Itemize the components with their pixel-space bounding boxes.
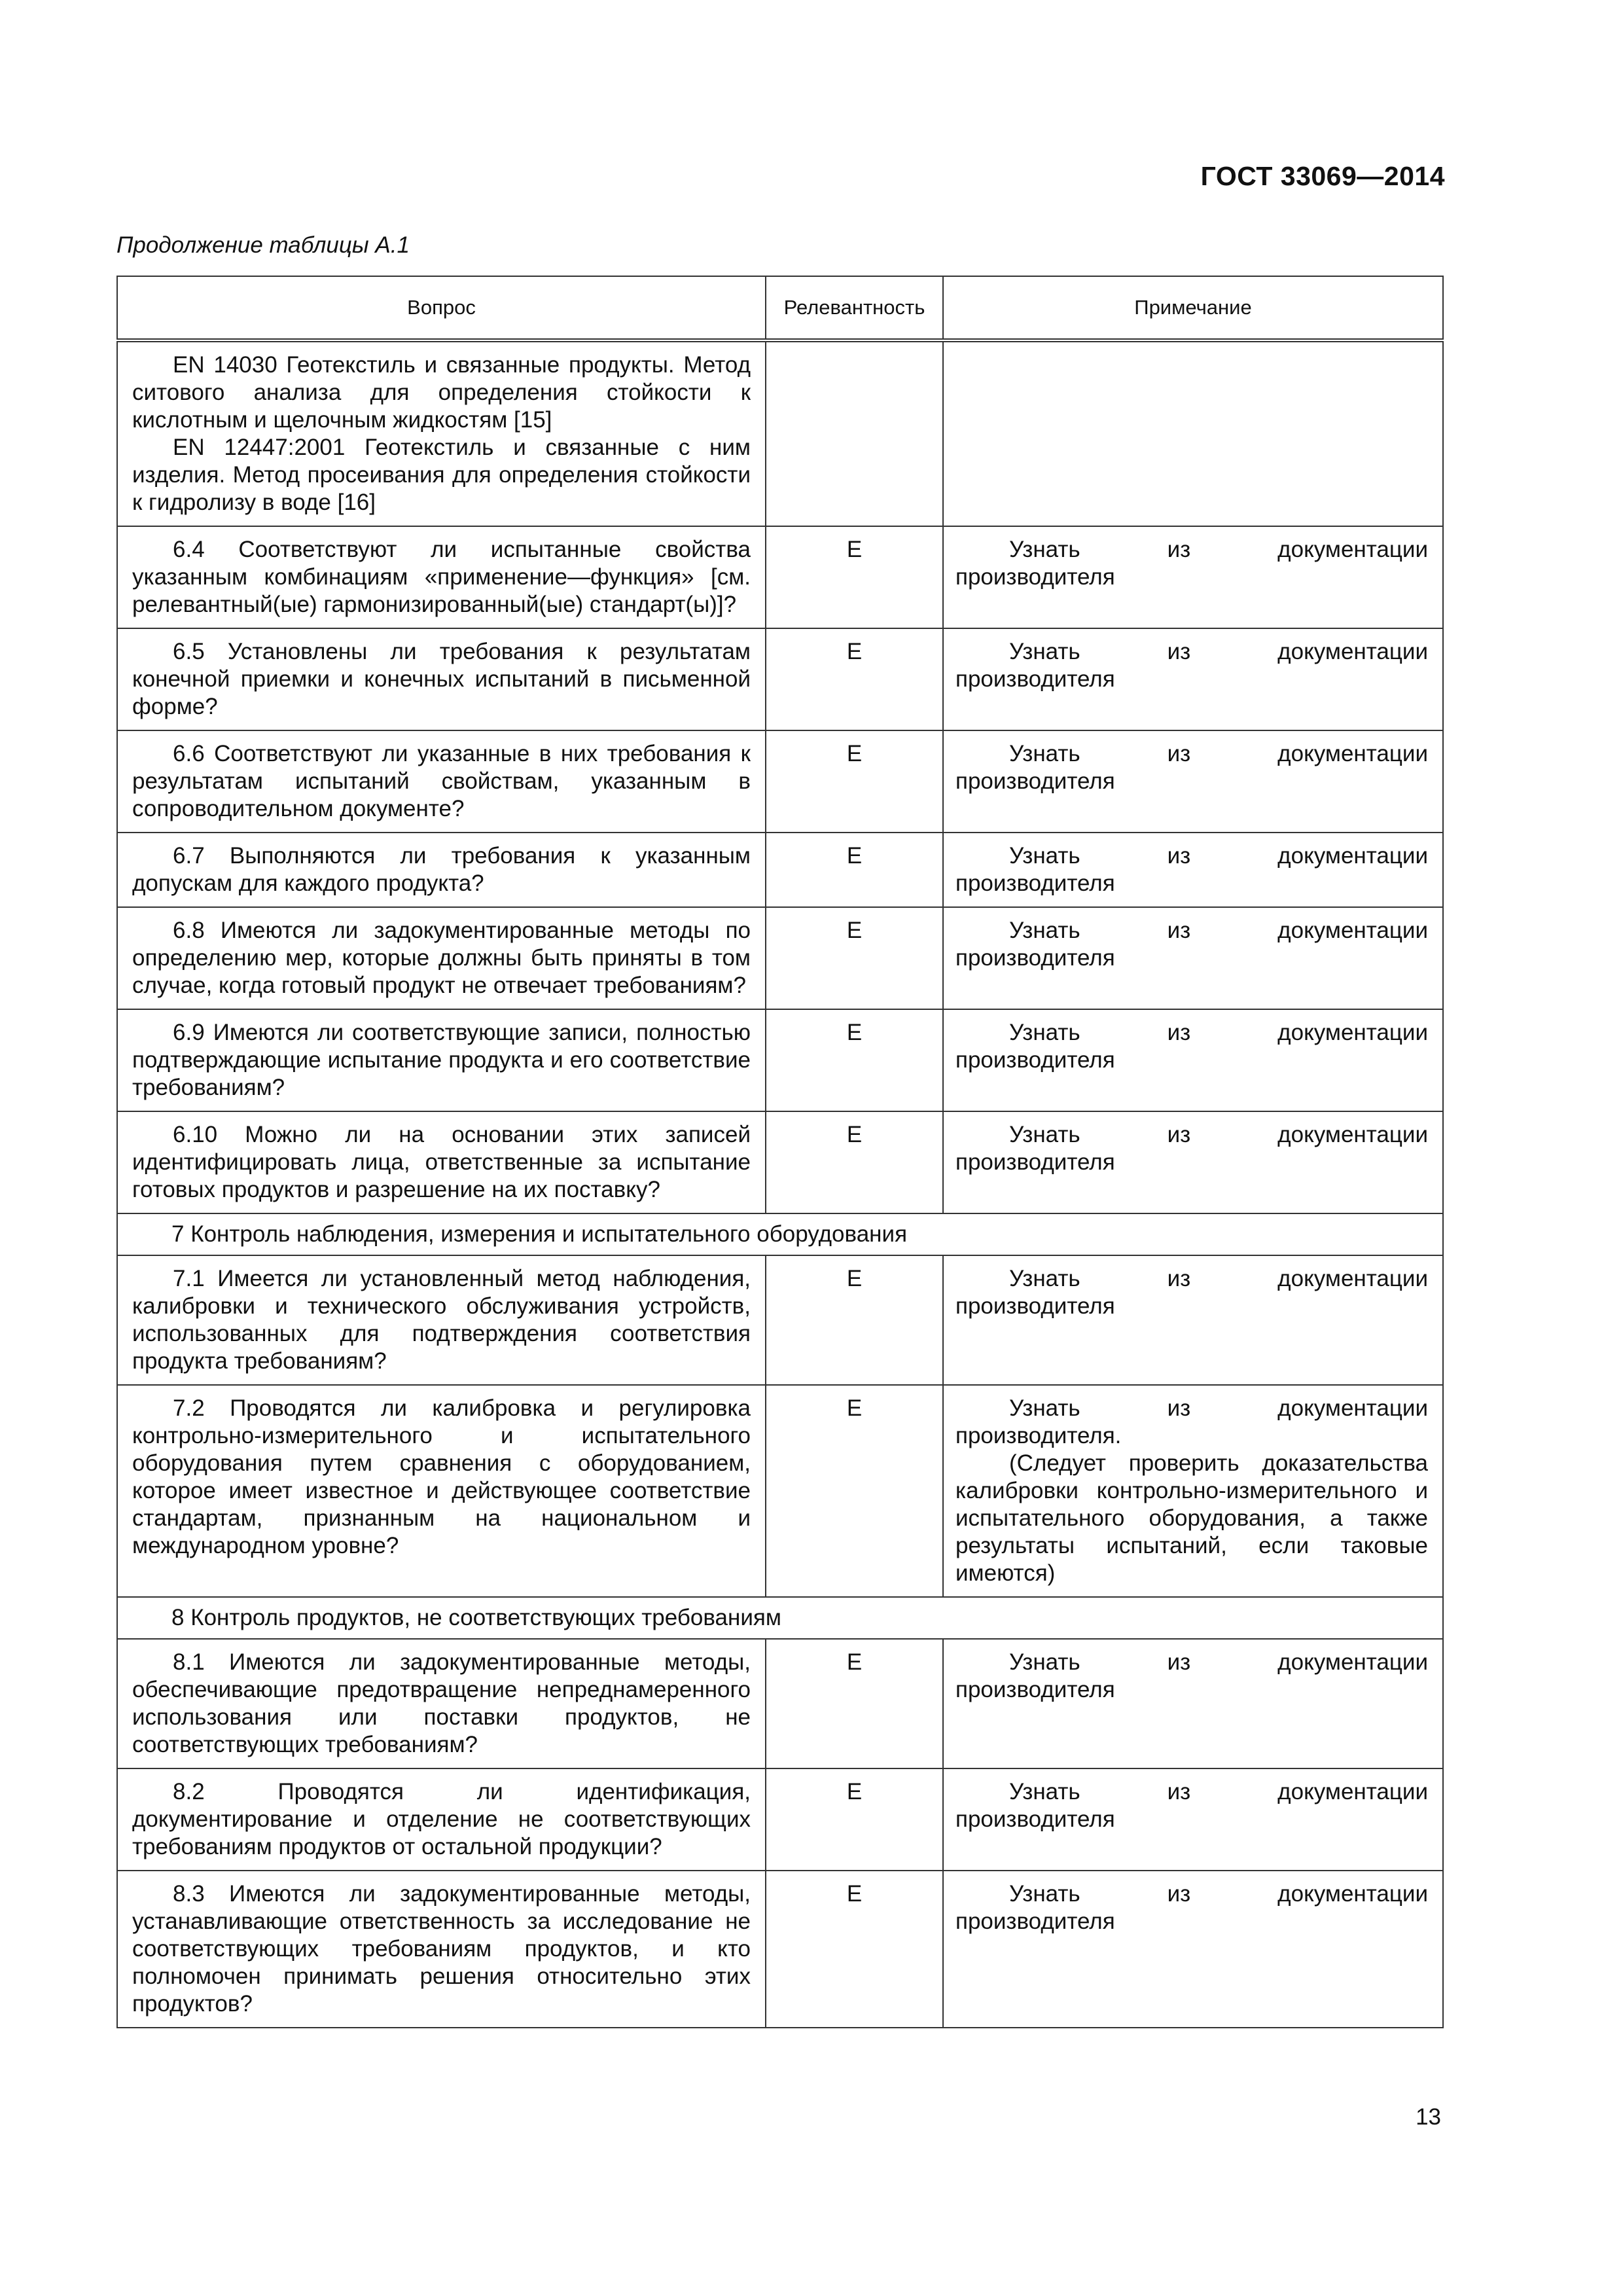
question-cell — [117, 526, 766, 628]
note-text: Узнать из документации производителя — [955, 1020, 1428, 1073]
relevance-cell: Е — [766, 1385, 943, 1597]
question-text: 6.9 Имеются ли соответствующие записи, полностью подтверждающие испытание продукта и его соответствие требованиям? — [132, 1020, 751, 1100]
relevance-cell: Е — [766, 833, 943, 907]
table-header-row — [117, 276, 1443, 340]
relevance-cell: Е — [766, 628, 943, 730]
question-cell — [117, 340, 766, 526]
section-row — [117, 1213, 1443, 1255]
relevance-cell: Е — [766, 1255, 943, 1385]
note-cell — [943, 833, 1443, 907]
note-text: Узнать из документации производителя. — [955, 1395, 1428, 1448]
table-row — [117, 730, 1443, 833]
note-cell — [943, 1385, 1443, 1597]
relevance-cell: Е — [766, 1871, 943, 2028]
table-row — [117, 1009, 1443, 1111]
question-cell — [117, 1871, 766, 2028]
question-text: 6.4 Соответствуют ли испытанные свойства указанным комбинациям «применение—функция» [см. релевантный(ые) гармонизированный(ые) стандарт(ы)]? — [132, 537, 751, 617]
table-row — [117, 1385, 1443, 1597]
relevance-cell: Е — [766, 1639, 943, 1768]
question-text: 7.2 Проводятся ли калибровка и регулировка контрольно-измерительного и испытательного оборудования путем сравнения с оборудованием, которое имеет известное и действующее соответствие стандартам, признанным на национальном и международном уровне? — [132, 1395, 751, 1558]
note-text: Узнать из документации производителя — [955, 1122, 1428, 1175]
column-header-relevance: Релевантность — [766, 276, 943, 340]
note-cell — [943, 628, 1443, 730]
table-row — [117, 907, 1443, 1009]
question-cell — [117, 628, 766, 730]
question-cell — [117, 1009, 766, 1111]
section-heading: 8 Контроль продуктов, не соответствующих требованиям — [117, 1597, 1443, 1639]
table-body — [117, 340, 1443, 2028]
question-cell — [117, 730, 766, 833]
note-cell — [943, 1768, 1443, 1871]
question-text: 7.1 Имеется ли установленный метод наблюдения, калибровки и технического обслуживания устройств, использованных для подтверждения соответствия продукта требованиям? — [132, 1266, 751, 1374]
note-text: Узнать из документации производителя — [955, 639, 1428, 692]
relevance-cell: Е — [766, 526, 943, 628]
note-cell — [943, 730, 1443, 833]
column-header-note: Примечание — [943, 276, 1443, 340]
note-text: Узнать из документации производителя — [955, 1779, 1428, 1832]
question-cell — [117, 1255, 766, 1385]
relevance-cell: Е — [766, 1009, 943, 1111]
table-row — [117, 1871, 1443, 2028]
table-row — [117, 526, 1443, 628]
document-title: ГОСТ 33069—2014 — [1200, 161, 1445, 191]
question-cell — [117, 833, 766, 907]
table-row — [117, 1639, 1443, 1768]
question-text: 6.7 Выполняются ли требования к указанным допускам для каждого продукта? — [132, 843, 751, 896]
relevance-cell — [766, 340, 943, 526]
question-text: EN 12447:2001 Геотекстиль и связанные с ним изделия. Метод просеивания для определения стойкости к гидролизу в воде [16] — [132, 435, 751, 515]
note-text: Узнать из документации производителя — [955, 918, 1428, 971]
note-text: (Следует проверить доказательства калибровки контрольно-измерительного и испытательного оборудования, а также результаты испытаний, если таковые имеются) — [955, 1450, 1428, 1586]
table-row — [117, 1768, 1443, 1871]
note-cell — [943, 907, 1443, 1009]
questions-table — [116, 276, 1444, 2028]
note-text: Узнать из документации производителя — [955, 1266, 1428, 1319]
relevance-cell: Е — [766, 730, 943, 833]
column-header-question: Вопрос — [117, 276, 766, 340]
question-cell — [117, 1385, 766, 1597]
question-text: 8.3 Имеются ли задокументированные методы, устанавливающие ответственность за исследование не соответствующих требованиям продуктов, и кто полномочен принимать решения относительно этих продуктов? — [132, 1881, 751, 2017]
table-row — [117, 1111, 1443, 1213]
question-cell — [117, 1768, 766, 1871]
note-text: Узнать из документации производителя — [955, 741, 1428, 794]
question-text: 6.10 Можно ли на основании этих записей идентифицировать лица, ответственные за испытание готовых продуктов и разрешение на их поставку? — [132, 1122, 751, 1202]
note-cell — [943, 1111, 1443, 1213]
note-cell — [943, 526, 1443, 628]
table-row — [117, 628, 1443, 730]
note-cell — [943, 1255, 1443, 1385]
question-text: 8.1 Имеются ли задокументированные методы, обеспечивающие предотвращение непреднамеренного использования или поставки продуктов, не соответствующих требованиям? — [132, 1649, 751, 1757]
question-text: 6.5 Установлены ли требования к результатам конечной приемки и конечных испытаний в письменной форме? — [132, 639, 751, 719]
section-heading: 7 Контроль наблюдения, измерения и испытательного оборудования — [117, 1213, 1443, 1255]
note-cell — [943, 1009, 1443, 1111]
note-text: Узнать из документации производителя — [955, 1881, 1428, 1934]
note-cell — [943, 1639, 1443, 1768]
relevance-cell: Е — [766, 1768, 943, 1871]
question-text: EN 14030 Геотекстиль и связанные продукты. Метод ситового анализа для определения стойкости к кислотным и щелочным жидкостям [15] — [132, 352, 751, 433]
table-row — [117, 340, 1443, 526]
relevance-cell: Е — [766, 907, 943, 1009]
question-cell — [117, 907, 766, 1009]
note-cell — [943, 1871, 1443, 2028]
section-row — [117, 1597, 1443, 1639]
note-text: Узнать из документации производителя — [955, 1649, 1428, 1702]
page-number: 13 — [1416, 2104, 1441, 2130]
note-cell — [943, 340, 1443, 526]
question-cell — [117, 1639, 766, 1768]
note-text: Узнать из документации производителя — [955, 537, 1428, 590]
question-text: 6.6 Соответствуют ли указанные в них требования к результатам испытаний свойствам, указанным в сопроводительном документе? — [132, 741, 751, 821]
note-text: Узнать из документации производителя — [955, 843, 1428, 896]
question-cell — [117, 1111, 766, 1213]
question-text: 6.8 Имеются ли задокументированные методы по определению мер, которые должны быть приняты в том случае, когда готовый продукт не отвечает требованиям? — [132, 918, 751, 998]
table-row — [117, 1255, 1443, 1385]
question-text: 8.2 Проводятся ли идентификация, документирование и отделение не соответствующих требованиям продуктов от остальной продукции? — [132, 1779, 751, 1859]
table-row — [117, 833, 1443, 907]
relevance-cell: Е — [766, 1111, 943, 1213]
table-caption: Продолжение таблицы А.1 — [116, 232, 410, 258]
